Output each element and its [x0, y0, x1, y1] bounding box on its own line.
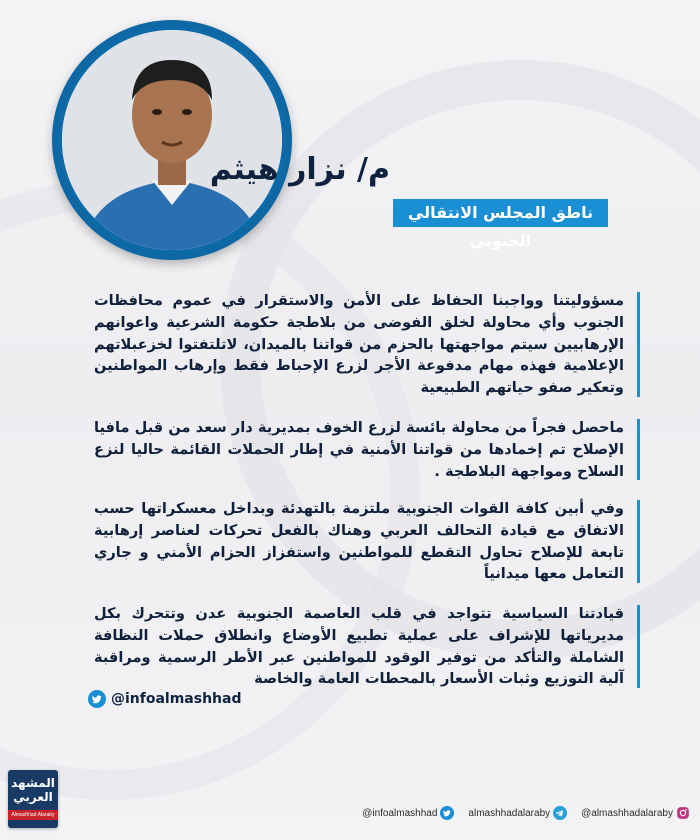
telegram-icon	[553, 806, 567, 820]
footer-telegram-label: almashhadalaraby	[468, 807, 551, 819]
instagram-icon	[676, 806, 690, 820]
statement-paragraph: مسؤوليتنا وواجبنا الحفاظ على الأمن والاستقرار في عموم محافظات الجنوب وأي محاولة لخلق الفوضى من بلاطجة حكومة الشرعية واعوانهم الإرهابيين سيتم مواجهتها بالحزم من قواتنا بالميدان، لاتلتفتوا لخزعبلاتهم الإعلامية فهذه مهام مدفوعة الأجر لزرع الإحباط فقط وإرهاب المواطنين وتعكير صفو حياتهم الطبيعية	[94, 290, 634, 399]
speaker-title-badge: ناطق المجلس الانتقالي الجنوبي	[393, 199, 608, 227]
twitter-icon	[88, 690, 106, 708]
footer-twitter[interactable]	[362, 806, 454, 820]
brand-logo	[8, 770, 58, 828]
footer-telegram[interactable]	[468, 806, 567, 820]
footer-instagram-label: @almashhadalaraby	[581, 807, 673, 819]
statement-paragraph: وفي أبين كافة القوات الجنوبية ملتزمة بالتهدئة وبداخل معسكراتها حسب الاتفاق مع قيادة التحالف العربي وهناك بالفعل تحركات لعناصر إرهابية تابعة للإصلاح تحاول التقطع للمواطنين واستفزاز الحزام الأمني و جاري التعامل معها ميدانياً	[94, 498, 634, 585]
twitter-icon	[440, 806, 454, 820]
statement-paragraph: ماحصل فجراً من محاولة بائسة لزرع الخوف بمديرية دار سعد من قبل مافيا الإصلاح تم إخمادها من قواتنا الأمنية في إطار الحملات القائمة حاليا لنزع السلاح ومواجهة البلاطجة .	[94, 417, 634, 482]
logo-english-text: Almashhad Alaraby	[8, 810, 58, 820]
speaker-name: م/ نزار هيثم	[209, 152, 390, 187]
footer-twitter-label: @infoalmashhad	[362, 807, 438, 819]
twitter-handle-label: @infoalmashhad	[111, 691, 242, 707]
statement-paragraph: قيادتنا السياسية تتواجد في قلب العاصمة الجنوبية عدن وتتحرك بكل مديرياتها للإشراف على عملية تطبيع الأوضاع وانطلاق حملات النظافة الشاملة والتأكد من توفير الوقود للمواطنين عبر الأطر الرسمية ومراقبة آلية التوزيع وثبات الأسعار بالمحطات العامة والخاصة	[94, 603, 634, 690]
speaker-photo	[62, 30, 282, 250]
statement-twitter-handle[interactable]	[88, 690, 242, 708]
footer-instagram[interactable]	[581, 806, 690, 820]
speaker-portrait-illustration	[62, 30, 282, 250]
logo-arabic-text: المشهد العربي	[11, 776, 55, 804]
footer-social-links	[362, 806, 690, 820]
